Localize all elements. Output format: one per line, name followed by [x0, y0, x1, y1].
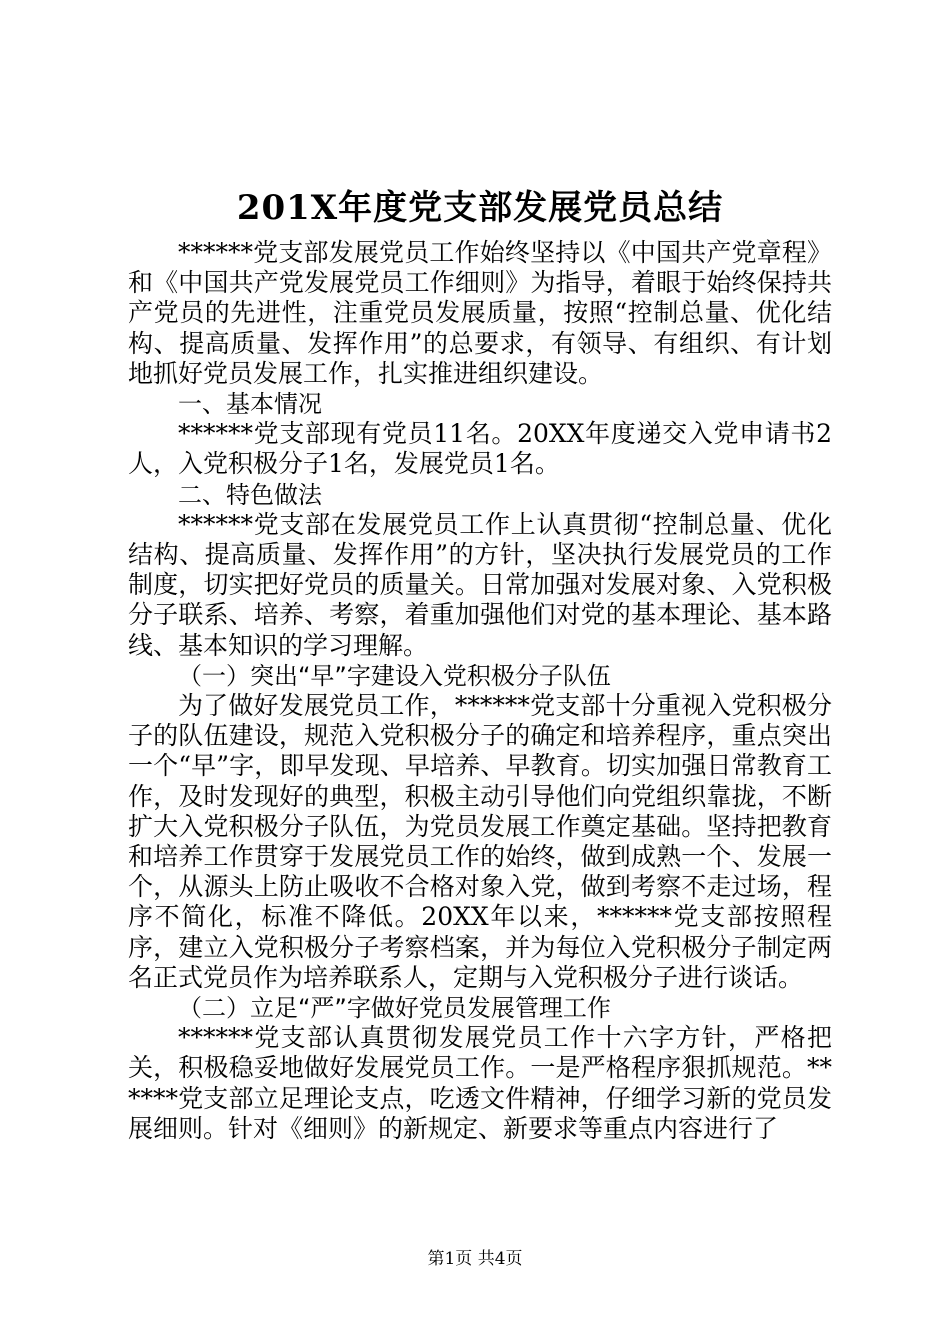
section-special-practices-text: ******党支部在发展党员工作上认真贯彻“控制总量、优化结构、提高质量、发挥作用”的方针，坚决执行发展党员的工作制度，切实把好党员的质量关。日常加强对发展对象、入党积极分子联系、培养、考察，着重加强他们对党的基本理论、基本路线、基本知识的学习理解。 — [128, 509, 832, 660]
document-page — [128, 180, 832, 1144]
page-footer: 第1页 共4页 — [427, 1249, 523, 1269]
subsection-strict-text: ******党支部认真贯彻发展党员工作十六字方针，严格把关，积极稳妥地做好发展党员工作。一是严格程序狠抓规范。******党支部立足理论支点，吃透文件精神，仔细学习新的党员发展细则。针对《细则》的新规定、新要求等重点内容进行了 — [128, 1023, 832, 1143]
section-heading-basic-situation: 一、基本情况 — [178, 390, 322, 419]
document-title: 201X年度党支部发展党员总结 — [236, 188, 724, 228]
section-basic-situation-text: ******党支部现有党员11名。20XX年度递交入党申请书2人，入党积极分子1名，发展党员1名。 — [128, 419, 832, 479]
section-heading-special-practices: 二、特色做法 — [178, 480, 322, 509]
intro-paragraph: ******党支部发展党员工作始终坚持以《中国共产党章程》和《中国共产党发展党员工作细则》为指导，着眼于始终保持共产党员的先进性，注重党员发展质量，按照“控制总量、优化结构、提高质量、发挥作用”的总要求，有领导、有组织、有计划地抓好党员发展工作，扎实推进组织建设。 — [128, 238, 832, 388]
subheading-early: （一）突出“早”字建设入党积极分子队伍 — [178, 661, 611, 690]
subsection-early-text: 为了做好发展党员工作，******党支部十分重视入党积极分子的队伍建设，规范入党积极分子的确定和培养程序，重点突出一个“早”字，即早发现、早培养、早教育。切实加强日常教育工作，及时发现好的典型，积极主动引导他们向党组织靠拢，不断扩大入党积极分子队伍，为党员发展工作奠定基础。坚持把教育和培养工作贯穿于发展党员工作的始终，做到成熟一个、发展一个，从源头上防止吸收不合格对象入党，做到考察不走过场，程序不简化，标准不降低。20XX年以来，******党支部按照程序，建立入党积极分子考察档案，并为每位入党积极分子制定两名正式党员作为培养联系人，定期与入党积极分子进行谈话。 — [128, 691, 832, 992]
subheading-strict: （二）立足“严”字做好党员发展管理工作 — [178, 994, 611, 1023]
